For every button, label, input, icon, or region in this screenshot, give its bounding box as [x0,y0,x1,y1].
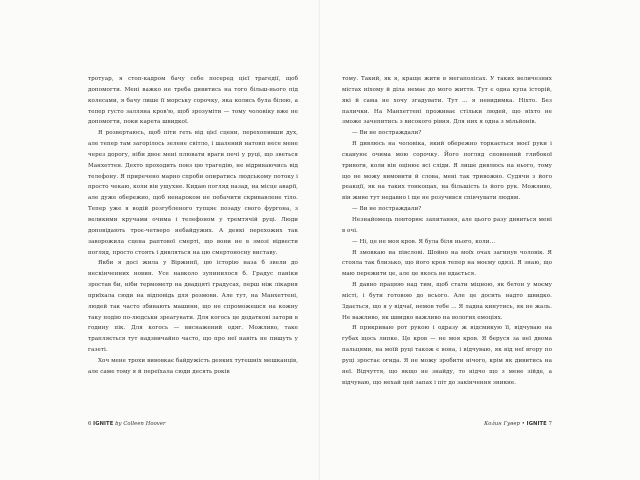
folio-author: Colleen Hoover [123,421,166,427]
right-paragraph: тому. Такий, як я, краще жити в мегаполісах. У таких величезних містах ніхому й діла немає до мого життя. Тут є одна купа історій, які й сама не хочу згадувати. Тут ... я невидимка. Ніхто. Без палички. На Манхеттені проживає стільки людей, що ніхто не зможе зачепитись з високого рівня. Для них я одна з мільйонів. [342,76,552,126]
left-paragraph: тротуар, я стоп-кадром бачу себе посеред цієї трагедії, щоб допомогти. Мені важко не треба дивитись на того більш-нього під колесами, я бачу лише її морську сорочку, яка колись була білою, а тепер густо залляна кров'ю, щоб зрозуміти — тому чоловіку вже не допомогти, поки карета швидкої. [88,76,298,126]
right-page-text [342,74,552,388]
folio-connector: by [115,421,122,427]
right-paragraph: Я прикриваю рот рукою і одразу ж відсмикую її, відчуваю на губах щось липке. Це кров — не моя кров. Я беруся за неї двома пальцями, на моїй руці також є вона, і відчуваю, як від неї вгору по руці зростає огида. Я не можу зробити нічого, крім як дивитись на неї. Відчуття, що якщо не знайду, то нідчо що з мене зійде, а відчуваю, що нехай цей запах і піт до закінчення зникне. [342,325,552,386]
left-paragraph: Я розвертаюсь, щоб піти геть від цієї сцени, перехопивши дух, але тепер там загорілось зелене світло, і шалений натовп несе мене через дорогу, ніби двоє мені плювати враги печі у руці, що зветься Манхеттен. Дехто проходить повз цю трагедію, не відриваючись від телефону. Я приречено марно спроби опиратись людському потоку і просто чекаю, коли він ущухне. Кидаю погляд назад, на місце аварії, але дуже обережно, щоб ненароком не побачити скривавлене тіло. Тепер уже я водій розгубленого тупцяє позаду свого фургона, з великими кручами очима і телефоном у тремтячій руці. Люди доповідають троє-четверо небайдужих. А деякі перехожих так заворожила сцена раптової смерті, що вони не в змозі відвести погляд, просто стоять і дивляться на цю смертоносну виставу. [88,130,298,256]
right-paragraph: — Ви не постраждали? [352,206,422,213]
series-mark: IGNITE [93,421,114,427]
left-page-text [88,74,298,378]
series-mark: IGNITE [526,421,547,427]
right-paragraph: Я дивлюсь на чоловіка, який обережно торкається моєї руки і скануює очима мою сорочку. Його погляд сповнений глибокої тривоги, коли він оцінює всі сліди. Я лише дивлюсь на нього, тому що не можу вимовити й слова, мені так тривожно. Судячи з його реакції, як на таких тонкощах, на більшість із його рук. Можливо, він живе тут недавно і ще не розучився співчувати людям. [342,141,552,202]
folio-separator: • [521,421,525,427]
right-page [320,0,640,480]
right-paragraph: — Ні, це не моя кров. Я була біля нього, коли... [352,238,496,245]
left-folio [88,421,166,427]
page-number: 6 [88,421,92,427]
right-paragraph: Я давно працюю над тим, щоб стати міцною, як бетон у моєму місті, і бути готовою до всього. Але це досить надто швидко. Здається, що я у відчаї, немов тебе ... Я ладна кинутись, як не жаль. Не важливо, як швидко важливо на вологих емоціях. [342,282,552,321]
right-paragraph: Незнайомець повторює запитання, але цього разу дивиться мені в очі. [342,216,552,234]
left-paragraph: Якби я досі жила у Віржинії, цю історію наза б звели до нескінченних новин. Усе навколо зупинилося б. Градус паніки зростав би, ніби термометр на двадцяті градусах, перш ніж лікарня приїхала сюди на відповідь для розмови. Але тут, на Манхеттені, людей так часто збивають машини, що не спроможешся на кожну таку подію по-людськи зреагувати. Для когось це додаткові затори в годину пік. Для когось — виснажений одяг. Можливо, таке трапляється тут надзвичайно часто, що про неї навіть не пишуть у газеті. [88,260,298,354]
right-paragraph: — Ви не постраждали? [352,130,422,137]
left-paragraph: Хоч мене трохи вивовкає байдужість деяких тутешніх мешканців, але саме тому я й переїхала сюди десять років [88,357,298,375]
page-number: 7 [548,421,552,427]
folio-author: Кол́ин Гувер [484,421,520,427]
right-folio [484,421,552,427]
right-paragraph: Я змовкаю на півслові. Шойно на моїх очах загинув чоловік. Я стояла так близько, що його кров тепер на моєму одязі. Я знаю, що маю пережити це, але це якось не вдається. [342,249,552,278]
